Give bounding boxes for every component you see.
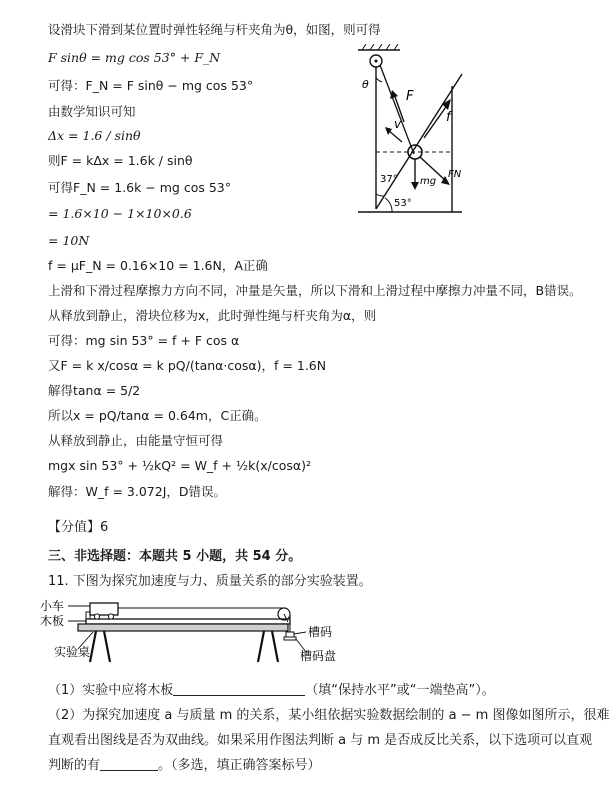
board-label: 木板 [40, 614, 65, 628]
solution-line-11: 上滑和下滑过程摩擦力方向不同，冲量是矢量，所以下滑和上滑过程中摩擦力冲量不同，B错误。 [48, 283, 582, 298]
solution-line-4: 由数学知识可知 [48, 104, 136, 119]
cart-label: 小车 [40, 599, 65, 613]
mg-label: mg [420, 176, 437, 187]
part1-prefix: （1）实验中应将木板 [48, 683, 174, 698]
v-label: v [394, 117, 402, 131]
question-part-2c [48, 754, 321, 773]
solution-line-15: 解得tanα = 5/2 [48, 383, 141, 398]
solution-line-6: 则F = kΔx = 1.6k / sinθ [48, 153, 193, 168]
solution-line-3: 可得：F_N = F sinθ − mg cos 53° [48, 78, 254, 93]
board-shape [86, 619, 290, 624]
solution-line-19: 解得：W_f = 3.072J，D错误。 [48, 484, 227, 499]
f-label: f [446, 110, 451, 125]
question-stem: 11. 下图为探究加速度与力、质量关系的部分实验装置。 [48, 574, 372, 589]
FN-label: FN [448, 169, 462, 180]
score-line: 【分值】6 [48, 520, 109, 535]
answer-blank-1[interactable] [173, 682, 305, 696]
part2-prefix: 判断的有 [48, 758, 101, 773]
weight-shape [286, 632, 294, 637]
solution-line-13: 可得：mg sin 53° = f + F cos α [48, 333, 240, 348]
table-shape [78, 624, 288, 631]
solution-line-5: Δx = 1.6 / sinθ [48, 128, 141, 143]
part1-suffix: （填“保持水平”或“一端垫高”）。 [305, 683, 495, 698]
section-title: 三、非选择题：本题共 5 小题，共 54 分。 [48, 549, 302, 564]
F-label: F [406, 89, 414, 104]
part2-suffix: 。（多选，填正确答案标号） [158, 758, 321, 773]
solution-line-1: 设滑块下滑到某位置时弹性轻绳与杆夹角为θ，如图，则可得 [48, 22, 381, 37]
solution-line-12: 从释放到静止，滑块位移为x，此时弹性绳与杆夹角为α，则 [48, 308, 377, 323]
question-part-1 [48, 679, 495, 698]
solution-line-2: F sinθ = mg cos 53° + F_N [48, 50, 221, 65]
solution-line-16: 所以x = pQ/tanα = 0.64m，C正确。 [48, 408, 267, 423]
solution-line-17: 从释放到静止，由能量守恒可得 [48, 433, 224, 448]
tray-label: 槽码盘 [300, 649, 337, 663]
solution-line-10: f = μF_N = 0.16×10 = 1.6N，A正确 [48, 258, 268, 273]
tray-shape [284, 637, 296, 640]
apparatus-diagram [38, 592, 338, 670]
solution-line-14: 又F = k x/cosα = k pQ/(tanα·cosα)，f = 1.6N [48, 358, 327, 373]
cart-shape [90, 603, 118, 615]
angle37-label: 37° [380, 174, 398, 185]
answer-blank-2[interactable] [100, 757, 158, 771]
angle53-label: 53° [394, 198, 412, 209]
table-label: 实验桌 [54, 645, 91, 659]
theta-label: θ [362, 78, 369, 91]
solution-line-8: = 1.6×10 − 1×10×0.6 [48, 206, 192, 221]
question-part-2b: 直观看出图线是否为双曲线。如果采用作图法判断 a 与 m 是否成反比关系，以下选项可以直观 [48, 733, 593, 748]
weight-label: 槽码 [308, 625, 333, 639]
question-part-2a: （2）为探究加速度 a 与质量 m 的关系，某小组依据实验数据绘制的 a − m 图像如图所示，很难 [48, 708, 610, 723]
solution-line-18: mgx sin 53° + ½kQ² = W_f + ½k(x/cosα)² [48, 458, 311, 473]
solution-line-7: 可得F_N = 1.6k − mg cos 53° [48, 180, 231, 195]
solution-line-9: = 10N [48, 233, 90, 248]
force-diagram [352, 44, 470, 216]
